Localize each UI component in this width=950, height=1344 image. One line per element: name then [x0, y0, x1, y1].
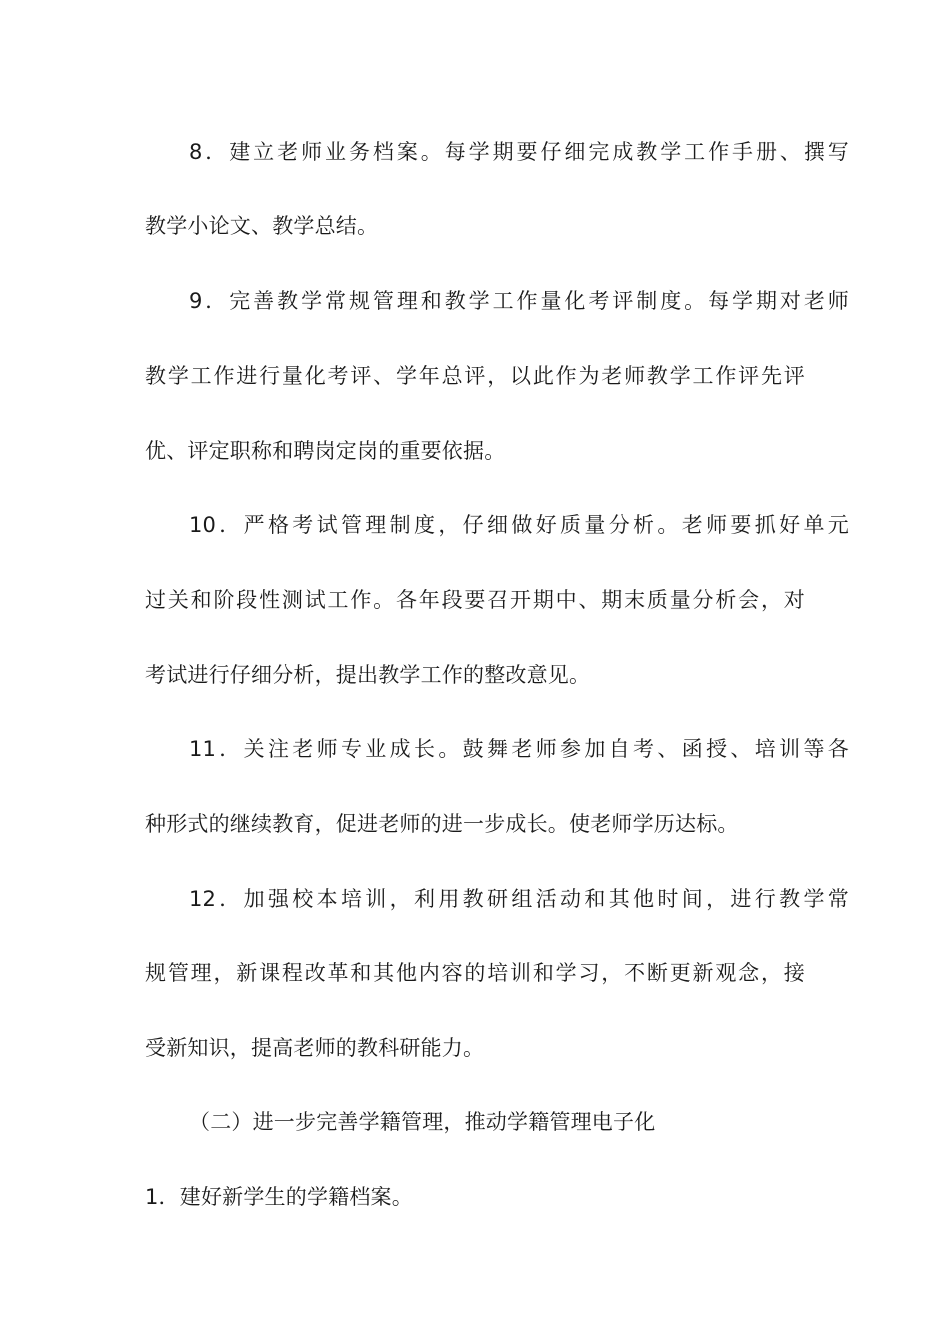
- paragraph-12-line-3: 受新知识，提高老师的教科研能力。: [145, 1036, 485, 1060]
- paragraph-9-line-1: 9．完善教学常规管理和教学工作量化考评制度。每学期对老师: [189, 289, 849, 313]
- paragraph-11-line-1: 11．关注老师专业成长。鼓舞老师参加自考、函授、培训等各: [189, 737, 849, 761]
- paragraph-9-line-3: 优、评定职称和聘岗定岗的重要依据。: [145, 439, 506, 463]
- paragraph-12-line-1: 12．加强校本培训，利用教研组活动和其他时间，进行教学常: [189, 887, 849, 911]
- paragraph-9-line-2: 教学工作进行量化考评、学年总评，以此作为老师教学工作评先评: [145, 364, 805, 388]
- paragraph-10-line-1: 10．严格考试管理制度，仔细做好质量分析。老师要抓好单元: [189, 513, 849, 537]
- paragraph-11-line-2: 种形式的继续教育，促进老师的进一步成长。使老师学历达标。: [145, 812, 739, 836]
- list-item-1: 1．建好新学生的学籍档案。: [145, 1185, 413, 1209]
- paragraph-10-line-2: 过关和阶段性测试工作。各年段要召开期中、期末质量分析会，对: [145, 588, 805, 612]
- paragraph-8-line-1: 8．建立老师业务档案。每学期要仔细完成教学工作手册、撰写: [189, 140, 849, 164]
- section-heading: （二）进一步完善学籍管理，推动学籍管理电子化: [189, 1110, 656, 1134]
- paragraph-12-line-2: 规管理，新课程改革和其他内容的培训和学习，不断更新观念，接: [145, 961, 805, 985]
- paragraph-8-line-2: 教学小论文、教学总结。: [145, 214, 379, 238]
- paragraph-10-line-3: 考试进行仔细分析，提出教学工作的整改意见。: [145, 663, 591, 687]
